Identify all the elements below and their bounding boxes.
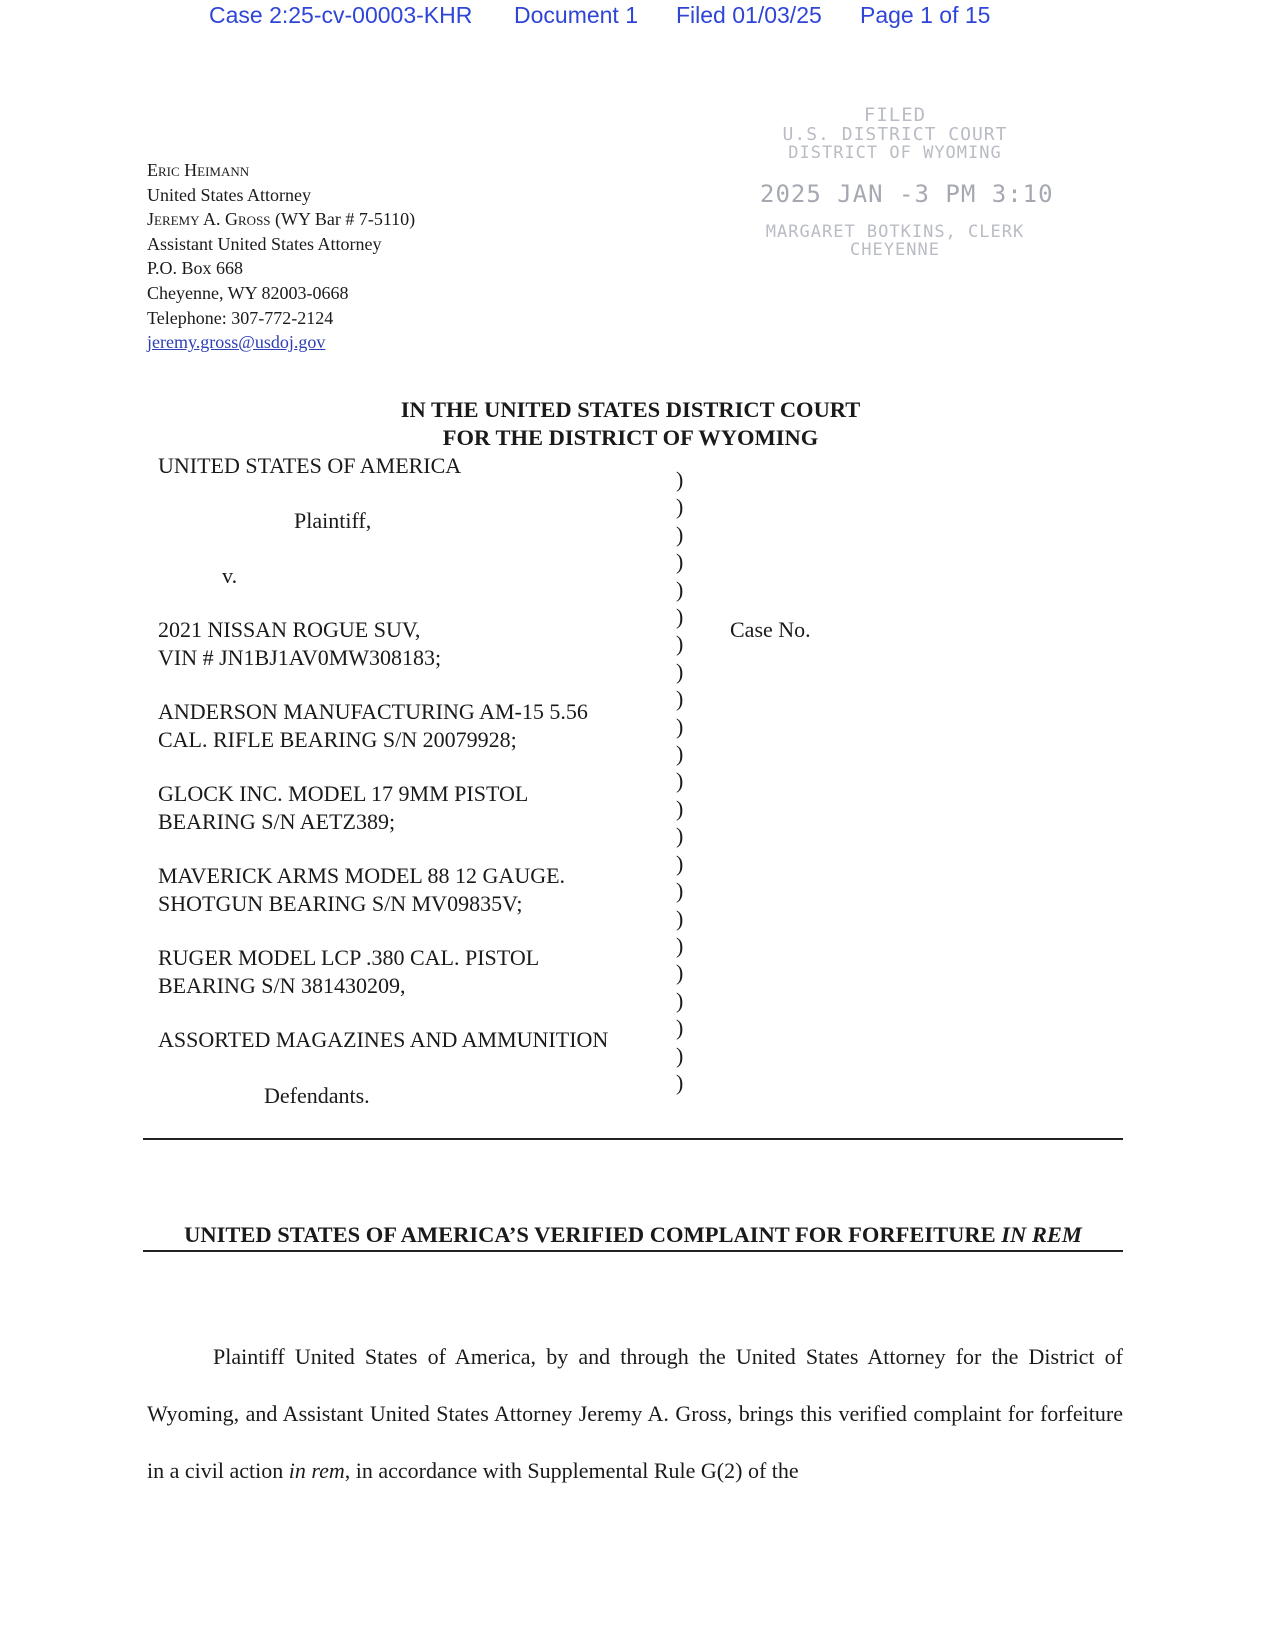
stamp-court: U.S. DISTRICT COURT bbox=[782, 124, 1008, 145]
email-link[interactable]: jeremy.gross@usdoj.gov bbox=[147, 332, 326, 353]
caption-paren: ) bbox=[676, 604, 684, 630]
caption-paren: ) bbox=[676, 768, 684, 794]
caption-paren: ) bbox=[676, 521, 684, 547]
caption-paren: ) bbox=[676, 631, 684, 657]
caption-paren: ) bbox=[676, 658, 684, 684]
caption-paren: ) bbox=[676, 878, 684, 904]
caption-paren: ) bbox=[676, 549, 684, 575]
attorney-name: Eric Heimann bbox=[147, 160, 250, 180]
po-box: P.O. Box 668 bbox=[147, 258, 244, 279]
caption-paren: ) bbox=[676, 576, 684, 602]
plaintiff: UNITED STATES OF AMERICA bbox=[158, 453, 462, 478]
telephone: Telephone: 307-772-2124 bbox=[147, 307, 334, 328]
stamp-clerk: MARGARET BOTKINS, CLERK bbox=[765, 222, 1025, 242]
defendant-5: RUGER MODEL LCP .380 CAL. PISTOL BEARING S/N 381430209, bbox=[158, 945, 540, 998]
defendant-4: MAVERICK ARMS MODEL 88 12 GAUGE. SHOTGUN BEARING S/N MV09835V; bbox=[158, 863, 566, 916]
caption-paren: ) bbox=[676, 932, 684, 958]
divider bbox=[143, 1138, 1123, 1140]
plaintiff-label: Plaintiff, bbox=[294, 508, 372, 533]
caption-paren: ) bbox=[676, 850, 684, 876]
caption-paren: ) bbox=[676, 960, 684, 986]
filed-stamp bbox=[760, 104, 1054, 260]
case-number: Case 2:25-cv-00003-KHR bbox=[209, 2, 473, 28]
filed-date: Filed 01/03/25 bbox=[676, 2, 822, 28]
defendant-3: GLOCK INC. MODEL 17 9MM PISTOL BEARING S/N AETZ389; bbox=[158, 781, 529, 834]
stamp-city: CHEYENNE bbox=[850, 240, 940, 260]
court-heading bbox=[0, 396, 1261, 452]
caption-paren: ) bbox=[676, 1042, 684, 1068]
caption-paren: ) bbox=[676, 1069, 684, 1095]
caption-parentheses bbox=[676, 466, 683, 1096]
caption-paren: ) bbox=[676, 741, 684, 767]
document-number: Document 1 bbox=[514, 2, 639, 28]
stamp-district: DISTRICT OF WYOMING bbox=[788, 143, 1002, 163]
stamp-date: 2025 JAN -3 PM 3:10 bbox=[760, 180, 1054, 208]
caption-paren: ) bbox=[676, 823, 684, 849]
body-paragraph: Plaintiff United States of America, by and through the United States Attorney for the District of Wyoming, and Assistant United States Attorney Jeremy A. Gross, brings this verified complaint for forfeiture in a civil action in rem, in accordance with Supplemental Rule G(2) of the bbox=[147, 1344, 1123, 1483]
stamp-filed: FILED bbox=[863, 104, 927, 126]
caption-paren: ) bbox=[676, 1015, 684, 1041]
attorney-block bbox=[147, 158, 415, 355]
defendant-1: 2021 NISSAN ROGUE SUV, VIN # JN1BJ1AV0MW308183; bbox=[158, 617, 442, 670]
defendant-2: ANDERSON MANUFACTURING AM-15 5.56 CAL. RIFLE BEARING S/N 20079928; bbox=[158, 699, 588, 752]
assistant-title: Assistant United States Attorney bbox=[147, 233, 382, 254]
assistant-name: Jeremy A. Gross bbox=[147, 209, 271, 230]
defendant-6: ASSORTED MAGAZINES AND AMMUNITION bbox=[158, 1027, 609, 1052]
caption-paren: ) bbox=[676, 494, 684, 520]
caption-paren: ) bbox=[676, 467, 684, 492]
case-no-label: Case No. bbox=[730, 617, 811, 642]
divider bbox=[143, 1250, 1123, 1252]
court-line-2: FOR THE DISTRICT OF WYOMING bbox=[442, 425, 819, 450]
caption-paren: ) bbox=[676, 905, 684, 931]
caption-paren: ) bbox=[676, 686, 684, 712]
defendants-label: Defendants. bbox=[264, 1083, 370, 1108]
caption-paren: ) bbox=[676, 795, 684, 821]
court-line-1: IN THE UNITED STATES DISTRICT COURT bbox=[400, 397, 861, 422]
caption-paren: ) bbox=[676, 713, 684, 739]
caption-paren: ) bbox=[676, 987, 684, 1013]
versus: v. bbox=[222, 563, 238, 588]
city: Cheyenne, WY 82003-0668 bbox=[147, 282, 349, 303]
bar-number: (WY Bar # 7-5110) bbox=[275, 209, 416, 230]
complaint-title: UNITED STATES OF AMERICA’S VERIFIED COMPLAINT FOR FORFEITURE IN REM bbox=[184, 1222, 1082, 1247]
page-number: Page 1 of 15 bbox=[860, 2, 991, 28]
attorney-title: United States Attorney bbox=[147, 184, 311, 205]
